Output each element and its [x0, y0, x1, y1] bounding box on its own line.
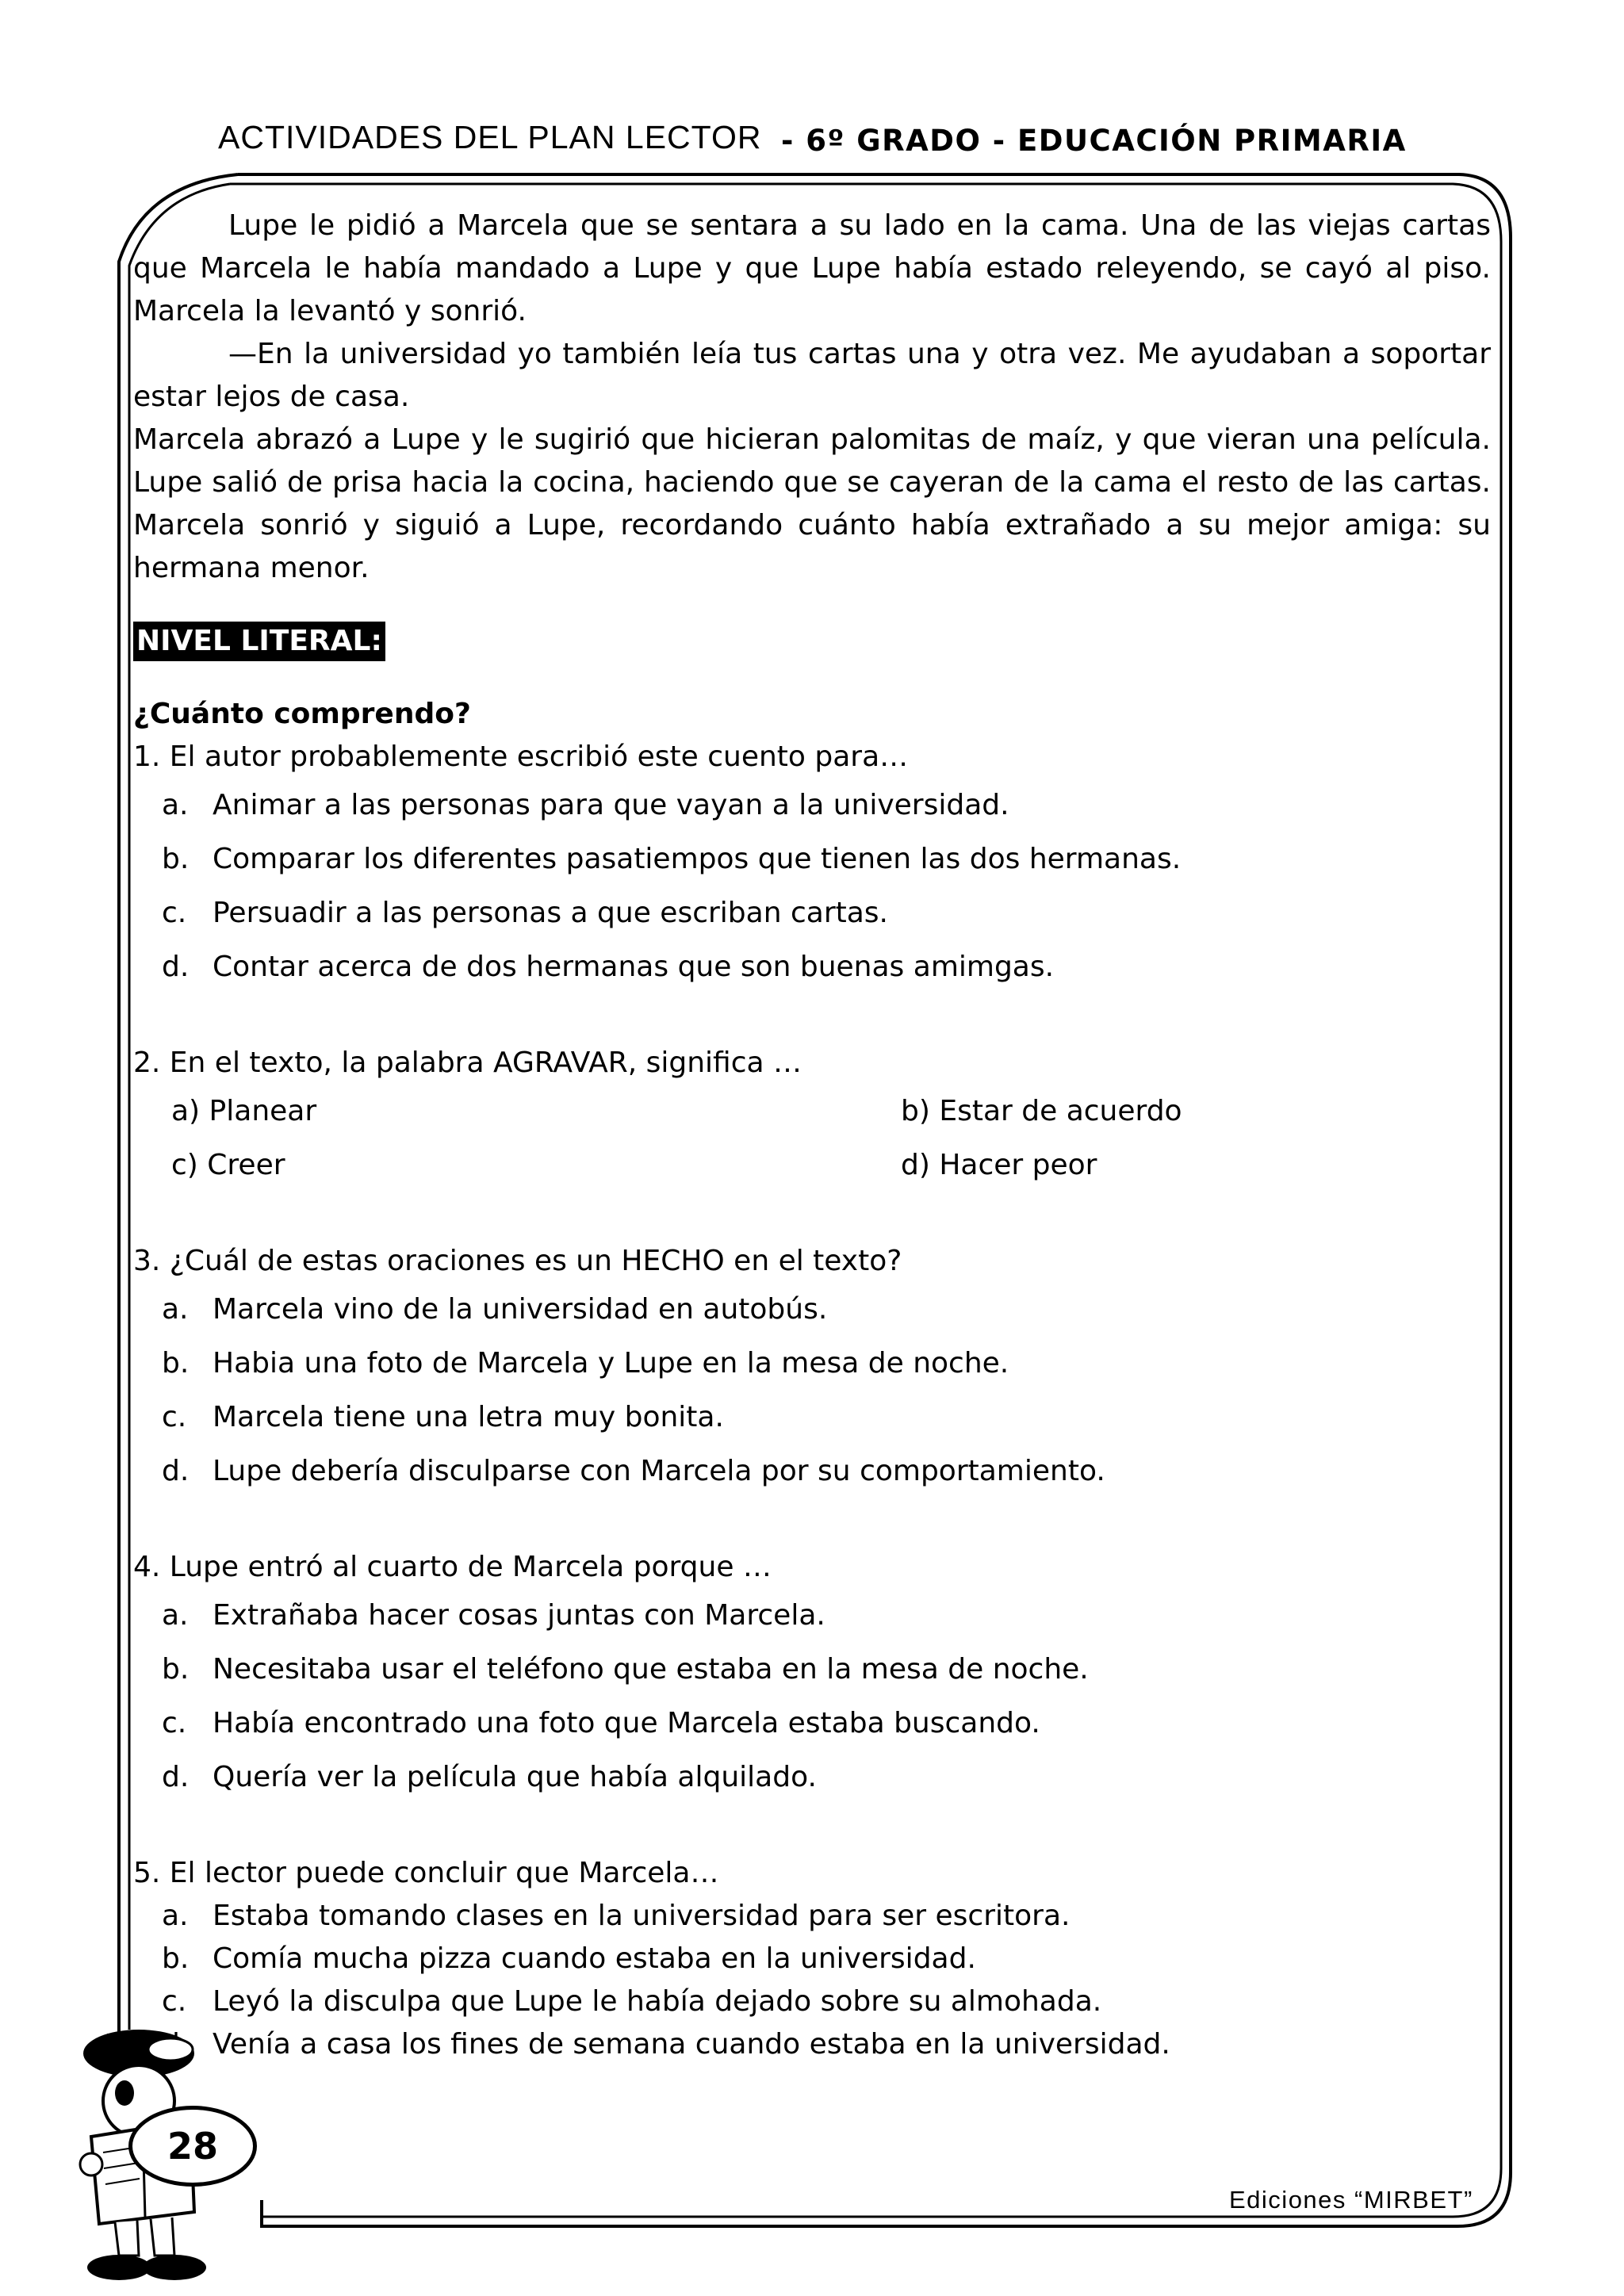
- option: a. Estaba tomando clases en la universidad para ser escritora.: [162, 1900, 1071, 1932]
- option: d) Hacer peor: [901, 1149, 1097, 1181]
- option: c. Persuadir a las personas a que escriban cartas.: [162, 897, 888, 929]
- option: b. Comía mucha pizza cuando estaba en la universidad.: [162, 1942, 976, 1975]
- option: b. Necesitaba usar el teléfono que estaba en la mesa de noche.: [162, 1653, 1089, 1686]
- question-4-title: 4. Lupe entró al cuarto de Marcela porque …: [133, 1551, 772, 1583]
- question-5-options: [133, 1895, 1491, 2066]
- option: d. Quería ver la película que había alquilado.: [162, 1761, 817, 1793]
- option: c) Creer: [171, 1149, 285, 1181]
- option: c. Había encontrado una foto que Marcela estaba buscando.: [162, 1707, 1040, 1739]
- story-paragraph-2: —En la universidad yo también leía tus cartas una y otra vez. Me ayudaban a soportar estar lejos de casa.: [133, 338, 1491, 413]
- story-paragraph-1: Lupe le pidió a Marcela que se sentara a su lado en la cama. Una de las viejas cartas que Marcela le había mandado a Lupe y que Lupe había estado releyendo, se cayó al piso. Marcela la levantó y sonrió.: [133, 209, 1491, 327]
- question-3-title: 3. ¿Cuál de estas oraciones es un HECHO en el texto?: [133, 1245, 902, 1277]
- section-title: ¿Cuánto comprendo?: [133, 698, 471, 730]
- question-4-options: [133, 1589, 1491, 1804]
- option: a. Marcela vino de la universidad en autobús.: [162, 1293, 828, 1326]
- option: d. Lupe debería disculparse con Marcela por su comportamiento.: [162, 1455, 1105, 1487]
- question-1-options: [133, 779, 1491, 994]
- publisher-footer: Ediciones “MIRBET”: [1229, 2186, 1473, 2214]
- option: b) Estar de acuerdo: [901, 1095, 1182, 1127]
- header-title: ACTIVIDADES DEL PLAN LECTOR: [218, 119, 762, 155]
- option: d. Contar acerca de dos hermanas que son buenas amimgas.: [162, 951, 1055, 983]
- question-5-title: 5. El lector puede concluir que Marcela…: [133, 1857, 719, 1889]
- option: a. Animar a las personas para que vayan a la universidad.: [162, 789, 1009, 821]
- question-3-options: [133, 1283, 1491, 1498]
- page-number: 28: [128, 2106, 257, 2187]
- worksheet-content: [133, 205, 1491, 2066]
- question-1-title: 1. El autor probablemente escribió este cuento para…: [133, 740, 909, 773]
- option: b. Comparar los diferentes pasatiempos que tienen las dos hermanas.: [162, 843, 1182, 875]
- option: Venía a casa los fines de semana cuando estaba en la universidad.: [213, 2028, 1170, 2061]
- option: a) Planear: [171, 1095, 317, 1127]
- option: c. Leyó la disculpa que Lupe le había dejado sobre su almohada.: [162, 1985, 1102, 2018]
- story-paragraph-3: Marcela abrazó a Lupe y le sugirió que hicieran palomitas de maíz, y que vieran una película. Lupe salió de prisa hacia la cocina, haciendo que se cayeran de la cama el resto de las cartas. Marcela sonrió y siguió a Lupe, recordando cuánto había extrañado a su mejor amiga: su hermana menor.: [133, 423, 1491, 584]
- option: c. Marcela tiene una letra muy bonita.: [162, 1401, 724, 1433]
- option: a. Extrañaba hacer cosas juntas con Marcela.: [162, 1599, 825, 1632]
- page-header: [0, 119, 1624, 166]
- question-2-title: 2. En el texto, la palabra AGRAVAR, significa …: [133, 1047, 802, 1079]
- header-grade: - 6º GRADO - EDUCACIÓN PRIMARIA: [781, 124, 1407, 158]
- level-label: NIVEL LITERAL:: [133, 622, 385, 661]
- option: b. Habia una foto de Marcela y Lupe en la mesa de noche.: [162, 1347, 1009, 1380]
- question-2-options: [133, 1085, 1491, 1192]
